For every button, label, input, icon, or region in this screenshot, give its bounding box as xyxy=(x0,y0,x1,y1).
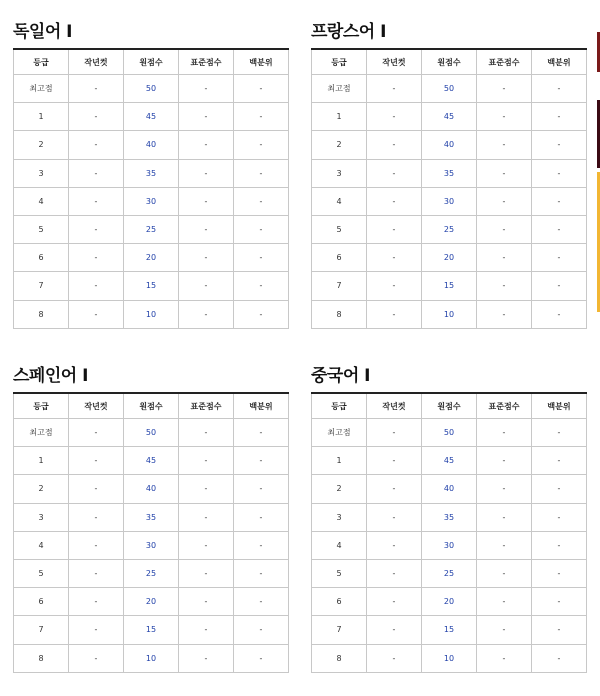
table-row xyxy=(14,616,289,644)
cell-grade: 6 xyxy=(312,588,367,616)
cell-standard-score: - xyxy=(179,244,234,272)
cell-grade: 7 xyxy=(14,616,69,644)
table-row xyxy=(312,616,587,644)
cell-standard-score: - xyxy=(179,159,234,187)
cell-standard-score: - xyxy=(477,244,532,272)
cell-standard-score: - xyxy=(477,419,532,447)
cell-grade: 최고점 xyxy=(14,419,69,447)
cell-standard-score: - xyxy=(179,475,234,503)
cell-percentile: - xyxy=(532,588,587,616)
table-row xyxy=(14,447,289,475)
panel-spanish xyxy=(13,360,289,673)
cell-raw-score: 30 xyxy=(124,531,179,559)
cell-standard-score: - xyxy=(477,503,532,531)
table-row xyxy=(14,75,289,103)
cell-grade: 3 xyxy=(312,503,367,531)
cell-standard-score: - xyxy=(179,503,234,531)
cell-grade: 1 xyxy=(312,447,367,475)
cell-percentile: - xyxy=(532,131,587,159)
table-header-row xyxy=(312,393,587,419)
cell-last-year-cut: - xyxy=(69,244,124,272)
cell-grade: 2 xyxy=(312,131,367,159)
column-header-percentile: 백분위 xyxy=(234,49,289,75)
column-header-raw-score: 원점수 xyxy=(124,49,179,75)
column-header-last-year-cut: 작년컷 xyxy=(69,393,124,419)
cell-percentile: - xyxy=(234,215,289,243)
cell-grade: 5 xyxy=(14,215,69,243)
cell-grade: 6 xyxy=(312,244,367,272)
table-row xyxy=(312,503,587,531)
table-row xyxy=(312,475,587,503)
cell-standard-score: - xyxy=(477,644,532,672)
table-row xyxy=(312,644,587,672)
column-header-last-year-cut: 작년컷 xyxy=(367,393,422,419)
cell-last-year-cut: - xyxy=(367,644,422,672)
cell-standard-score: - xyxy=(179,588,234,616)
cell-raw-score: 45 xyxy=(124,103,179,131)
cell-raw-score: 25 xyxy=(124,559,179,587)
column-header-standard-score: 표준점수 xyxy=(477,49,532,75)
cell-raw-score: 45 xyxy=(422,103,477,131)
table-row xyxy=(14,531,289,559)
cell-grade: 7 xyxy=(312,272,367,300)
cell-grade: 4 xyxy=(312,531,367,559)
cell-raw-score: 25 xyxy=(422,215,477,243)
cell-raw-score: 15 xyxy=(124,616,179,644)
cell-last-year-cut: - xyxy=(367,131,422,159)
table-row xyxy=(312,187,587,215)
cell-standard-score: - xyxy=(179,644,234,672)
panel-french xyxy=(311,16,587,329)
cell-raw-score: 40 xyxy=(422,131,477,159)
cell-standard-score: - xyxy=(477,559,532,587)
cell-raw-score: 20 xyxy=(124,244,179,272)
cell-last-year-cut: - xyxy=(69,644,124,672)
column-header-last-year-cut: 작년컷 xyxy=(367,49,422,75)
cell-raw-score: 20 xyxy=(422,588,477,616)
cell-percentile: - xyxy=(234,447,289,475)
cell-percentile: - xyxy=(234,75,289,103)
table-row xyxy=(14,244,289,272)
cell-percentile: - xyxy=(234,503,289,531)
cell-last-year-cut: - xyxy=(367,215,422,243)
table-row xyxy=(312,419,587,447)
cell-last-year-cut: - xyxy=(367,300,422,328)
cell-percentile: - xyxy=(532,447,587,475)
cell-grade: 최고점 xyxy=(312,419,367,447)
column-header-standard-score: 표준점수 xyxy=(179,393,234,419)
cell-grade: 3 xyxy=(14,159,69,187)
table-row xyxy=(14,103,289,131)
table-row xyxy=(14,644,289,672)
cell-percentile: - xyxy=(234,131,289,159)
cell-raw-score: 15 xyxy=(422,272,477,300)
cell-grade: 5 xyxy=(312,559,367,587)
cell-raw-score: 45 xyxy=(124,447,179,475)
cell-raw-score: 10 xyxy=(124,644,179,672)
cell-raw-score: 50 xyxy=(422,419,477,447)
cell-standard-score: - xyxy=(179,187,234,215)
cell-raw-score: 50 xyxy=(124,419,179,447)
table-row xyxy=(312,272,587,300)
cell-raw-score: 50 xyxy=(124,75,179,103)
cell-grade: 6 xyxy=(14,588,69,616)
column-header-standard-score: 표준점수 xyxy=(179,49,234,75)
column-header-grade: 등급 xyxy=(14,49,69,75)
cell-raw-score: 35 xyxy=(124,159,179,187)
cell-raw-score: 40 xyxy=(124,131,179,159)
table-row xyxy=(14,475,289,503)
cell-raw-score: 35 xyxy=(124,503,179,531)
cell-percentile: - xyxy=(234,588,289,616)
cell-last-year-cut: - xyxy=(69,531,124,559)
column-header-percentile: 백분위 xyxy=(532,393,587,419)
cell-percentile: - xyxy=(234,644,289,672)
table-row xyxy=(312,215,587,243)
cell-percentile: - xyxy=(234,103,289,131)
cell-last-year-cut: - xyxy=(69,75,124,103)
column-header-grade: 등급 xyxy=(14,393,69,419)
cell-percentile: - xyxy=(532,419,587,447)
cell-last-year-cut: - xyxy=(367,616,422,644)
cell-grade: 5 xyxy=(312,215,367,243)
table-row xyxy=(312,75,587,103)
cell-percentile: - xyxy=(532,475,587,503)
table-row xyxy=(312,588,587,616)
cell-raw-score: 15 xyxy=(124,272,179,300)
table-row xyxy=(312,244,587,272)
cell-grade: 최고점 xyxy=(14,75,69,103)
cell-last-year-cut: - xyxy=(367,531,422,559)
table-row xyxy=(14,588,289,616)
cell-percentile: - xyxy=(234,272,289,300)
cell-raw-score: 15 xyxy=(422,616,477,644)
cell-raw-score: 20 xyxy=(422,244,477,272)
column-header-raw-score: 원점수 xyxy=(124,393,179,419)
cell-last-year-cut: - xyxy=(69,272,124,300)
cell-standard-score: - xyxy=(179,300,234,328)
cell-standard-score: - xyxy=(477,588,532,616)
cell-percentile: - xyxy=(234,300,289,328)
cell-standard-score: - xyxy=(477,215,532,243)
cell-standard-score: - xyxy=(179,531,234,559)
score-table xyxy=(311,392,587,673)
table-row xyxy=(14,559,289,587)
cell-percentile: - xyxy=(532,215,587,243)
cell-grade: 4 xyxy=(14,187,69,215)
cell-grade: 7 xyxy=(14,272,69,300)
cell-last-year-cut: - xyxy=(69,475,124,503)
cell-grade: 1 xyxy=(14,447,69,475)
cell-standard-score: - xyxy=(477,475,532,503)
table-header-row xyxy=(14,49,289,75)
table-row xyxy=(14,503,289,531)
cell-standard-score: - xyxy=(477,300,532,328)
cell-last-year-cut: - xyxy=(367,503,422,531)
cell-percentile: - xyxy=(234,419,289,447)
table-row xyxy=(14,159,289,187)
column-header-standard-score: 표준점수 xyxy=(477,393,532,419)
cell-raw-score: 20 xyxy=(124,588,179,616)
table-row xyxy=(312,447,587,475)
column-header-last-year-cut: 작년컷 xyxy=(69,49,124,75)
column-header-percentile: 백분위 xyxy=(234,393,289,419)
panel-chinese xyxy=(311,360,587,673)
cell-last-year-cut: - xyxy=(69,419,124,447)
cell-percentile: - xyxy=(234,559,289,587)
cell-percentile: - xyxy=(532,75,587,103)
cell-standard-score: - xyxy=(477,187,532,215)
table-row xyxy=(312,300,587,328)
cell-standard-score: - xyxy=(477,616,532,644)
column-header-raw-score: 원점수 xyxy=(422,393,477,419)
cell-last-year-cut: - xyxy=(367,244,422,272)
cell-last-year-cut: - xyxy=(69,103,124,131)
cell-grade: 5 xyxy=(14,559,69,587)
cell-last-year-cut: - xyxy=(367,272,422,300)
cell-percentile: - xyxy=(234,531,289,559)
score-table xyxy=(311,48,587,329)
cell-standard-score: - xyxy=(179,103,234,131)
cell-percentile: - xyxy=(234,187,289,215)
cell-grade: 4 xyxy=(312,187,367,215)
cell-percentile: - xyxy=(532,644,587,672)
cell-standard-score: - xyxy=(477,447,532,475)
cell-standard-score: - xyxy=(477,75,532,103)
cell-standard-score: - xyxy=(477,272,532,300)
cell-grade: 2 xyxy=(14,131,69,159)
cell-standard-score: - xyxy=(179,559,234,587)
table-row xyxy=(312,103,587,131)
cell-raw-score: 30 xyxy=(422,531,477,559)
cell-raw-score: 25 xyxy=(422,559,477,587)
table-row xyxy=(14,187,289,215)
cell-grade: 4 xyxy=(14,531,69,559)
cell-grade: 8 xyxy=(14,644,69,672)
cell-last-year-cut: - xyxy=(69,616,124,644)
panel-title: 독일어 I xyxy=(13,22,73,42)
cell-grade: 6 xyxy=(14,244,69,272)
cell-percentile: - xyxy=(234,475,289,503)
cell-last-year-cut: - xyxy=(69,447,124,475)
table-header-row xyxy=(312,49,587,75)
cell-last-year-cut: - xyxy=(69,559,124,587)
cell-last-year-cut: - xyxy=(367,75,422,103)
panel-title: 프랑스어 I xyxy=(311,22,386,42)
cell-standard-score: - xyxy=(179,75,234,103)
cell-standard-score: - xyxy=(477,131,532,159)
cell-standard-score: - xyxy=(179,215,234,243)
cell-last-year-cut: - xyxy=(69,300,124,328)
cell-raw-score: 50 xyxy=(422,75,477,103)
cell-last-year-cut: - xyxy=(367,419,422,447)
cell-percentile: - xyxy=(532,187,587,215)
cell-raw-score: 10 xyxy=(422,300,477,328)
cell-standard-score: - xyxy=(179,131,234,159)
cell-percentile: - xyxy=(532,531,587,559)
cell-last-year-cut: - xyxy=(69,187,124,215)
cell-grade: 1 xyxy=(312,103,367,131)
panel-german xyxy=(13,16,289,329)
cell-last-year-cut: - xyxy=(367,187,422,215)
cell-grade: 2 xyxy=(14,475,69,503)
column-header-raw-score: 원점수 xyxy=(422,49,477,75)
cell-last-year-cut: - xyxy=(367,475,422,503)
cell-raw-score: 30 xyxy=(124,187,179,215)
cell-standard-score: - xyxy=(179,272,234,300)
score-table xyxy=(13,48,289,329)
cell-raw-score: 25 xyxy=(124,215,179,243)
table-header-row xyxy=(14,393,289,419)
table-row xyxy=(312,131,587,159)
table-row xyxy=(14,419,289,447)
cell-standard-score: - xyxy=(179,447,234,475)
cell-grade: 8 xyxy=(14,300,69,328)
panel-title: 스페인어 I xyxy=(13,366,88,386)
table-row xyxy=(14,131,289,159)
cell-standard-score: - xyxy=(179,419,234,447)
cell-raw-score: 35 xyxy=(422,503,477,531)
cell-last-year-cut: - xyxy=(367,103,422,131)
cell-percentile: - xyxy=(234,159,289,187)
cell-standard-score: - xyxy=(477,531,532,559)
cell-last-year-cut: - xyxy=(367,447,422,475)
cell-last-year-cut: - xyxy=(69,503,124,531)
cell-percentile: - xyxy=(234,616,289,644)
table-row xyxy=(14,300,289,328)
cell-raw-score: 10 xyxy=(422,644,477,672)
table-row xyxy=(14,215,289,243)
cell-last-year-cut: - xyxy=(69,215,124,243)
panel-title: 중국어 I xyxy=(311,366,371,386)
table-row xyxy=(312,159,587,187)
cell-raw-score: 40 xyxy=(124,475,179,503)
cell-grade: 최고점 xyxy=(312,75,367,103)
cell-raw-score: 35 xyxy=(422,159,477,187)
cell-percentile: - xyxy=(532,244,587,272)
cell-percentile: - xyxy=(532,616,587,644)
cell-grade: 7 xyxy=(312,616,367,644)
cell-percentile: - xyxy=(532,503,587,531)
cell-grade: 1 xyxy=(14,103,69,131)
cell-percentile: - xyxy=(532,159,587,187)
table-row xyxy=(14,272,289,300)
cell-standard-score: - xyxy=(179,616,234,644)
cell-percentile: - xyxy=(532,559,587,587)
cell-raw-score: 40 xyxy=(422,475,477,503)
cell-percentile: - xyxy=(532,103,587,131)
cell-grade: 2 xyxy=(312,475,367,503)
cell-standard-score: - xyxy=(477,159,532,187)
cell-last-year-cut: - xyxy=(69,588,124,616)
cell-grade: 3 xyxy=(14,503,69,531)
cell-raw-score: 45 xyxy=(422,447,477,475)
cell-grade: 8 xyxy=(312,644,367,672)
cell-grade: 8 xyxy=(312,300,367,328)
cell-raw-score: 10 xyxy=(124,300,179,328)
cell-percentile: - xyxy=(234,244,289,272)
column-header-percentile: 백분위 xyxy=(532,49,587,75)
cell-grade: 3 xyxy=(312,159,367,187)
column-header-grade: 등급 xyxy=(312,393,367,419)
column-header-grade: 등급 xyxy=(312,49,367,75)
table-row xyxy=(312,531,587,559)
cell-last-year-cut: - xyxy=(367,159,422,187)
score-table xyxy=(13,392,289,673)
cell-last-year-cut: - xyxy=(367,559,422,587)
cell-standard-score: - xyxy=(477,103,532,131)
cell-percentile: - xyxy=(532,300,587,328)
cell-percentile: - xyxy=(532,272,587,300)
cell-last-year-cut: - xyxy=(69,131,124,159)
cell-last-year-cut: - xyxy=(367,588,422,616)
cell-last-year-cut: - xyxy=(69,159,124,187)
table-row xyxy=(312,559,587,587)
cell-raw-score: 30 xyxy=(422,187,477,215)
